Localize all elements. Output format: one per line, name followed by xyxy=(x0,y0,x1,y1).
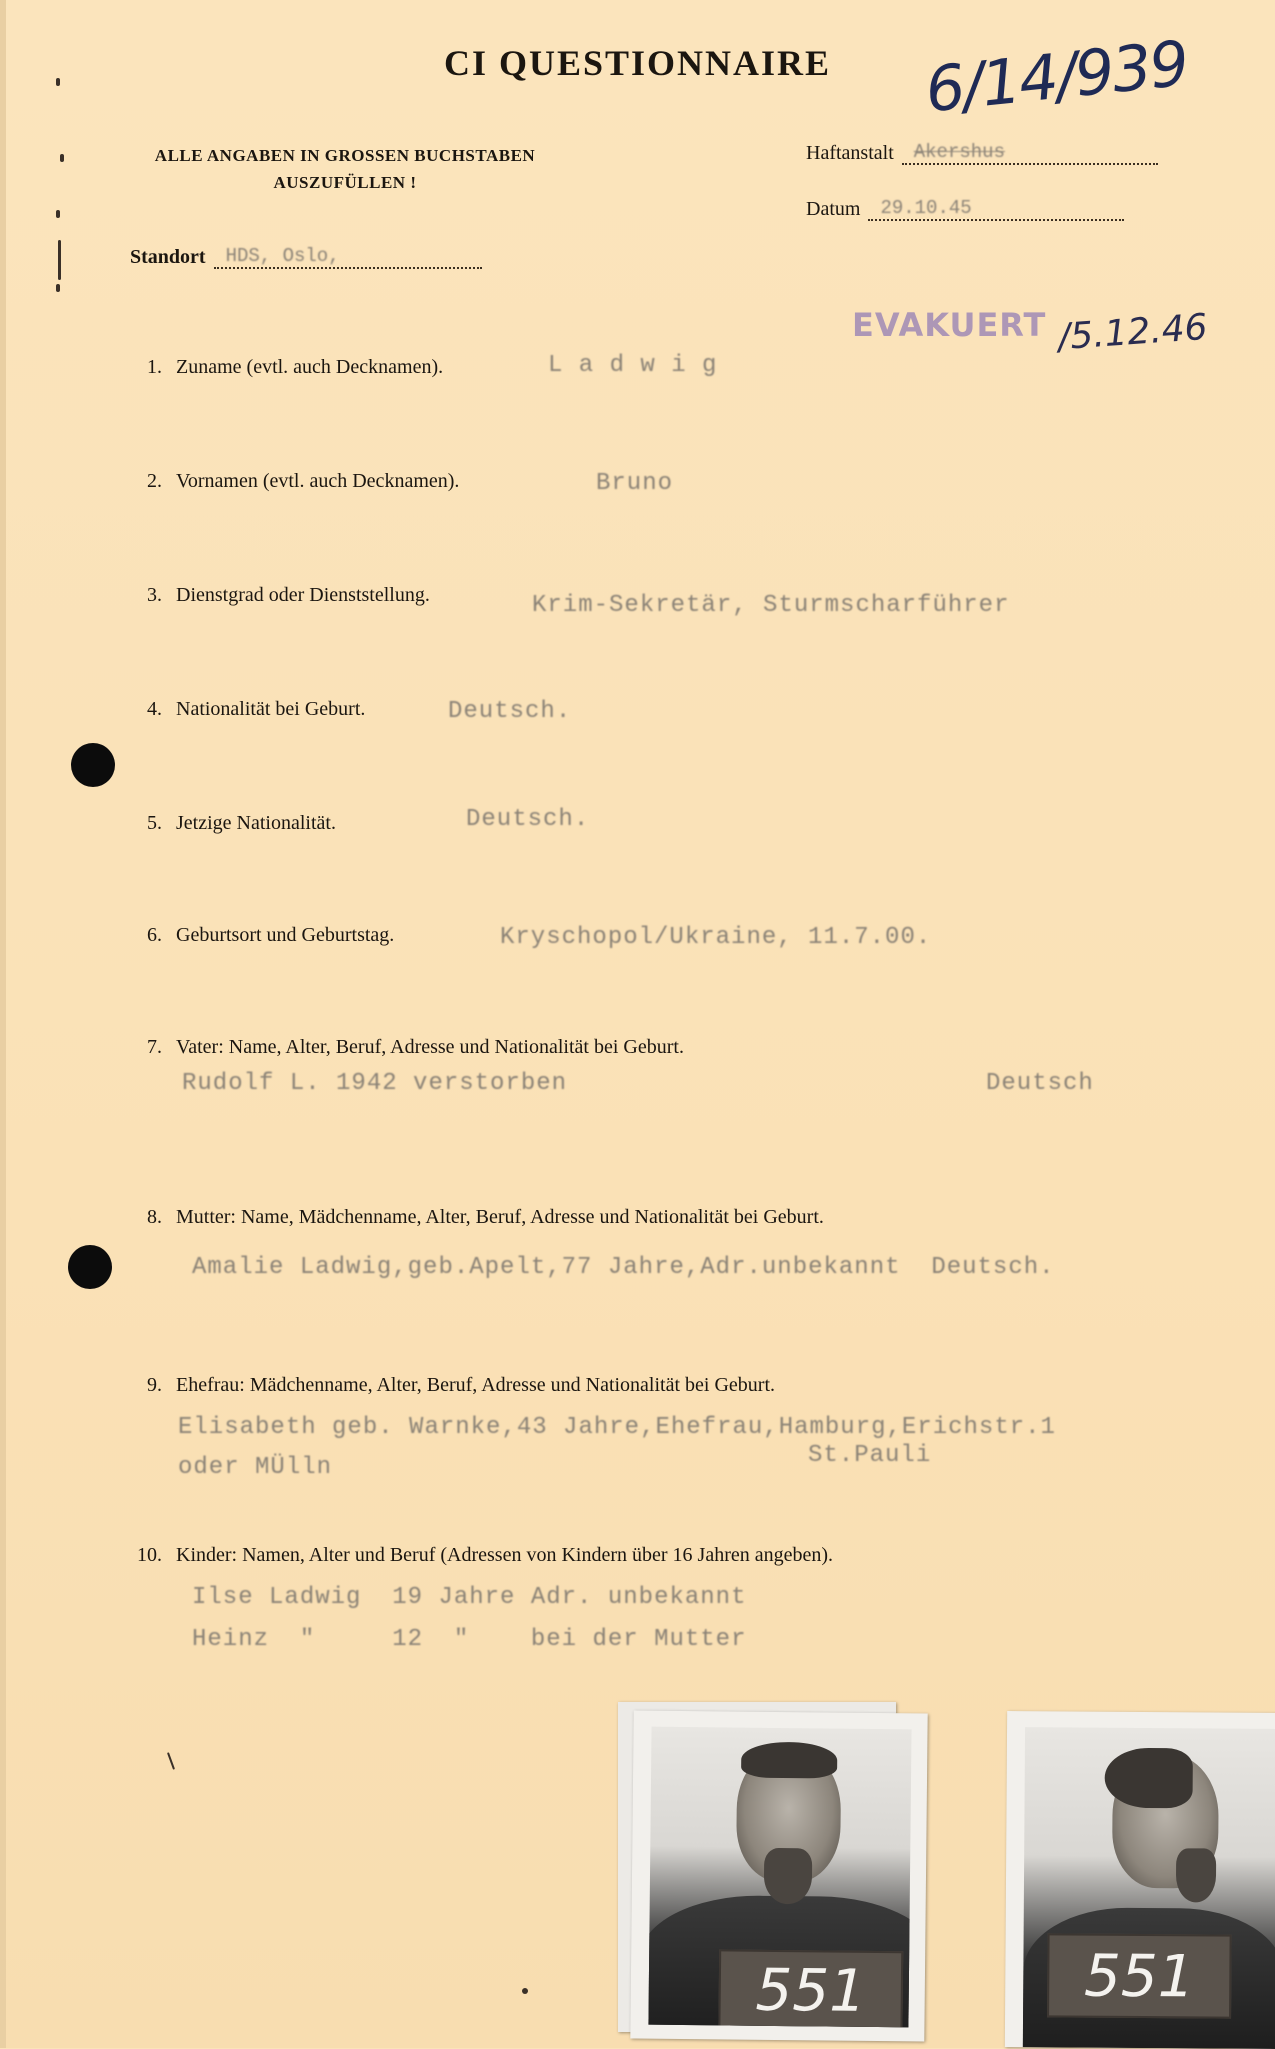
datum-field xyxy=(806,198,1124,221)
question-number: 4. xyxy=(147,698,162,720)
question-label: Kinder: Namen, Alter und Beruf (Adressen von Kindern über 16 Jahren angeben). xyxy=(176,1544,834,1566)
question-5 xyxy=(118,812,336,835)
datum-value: 29.10.45 xyxy=(880,197,972,219)
answer-6: Kryschopol/Ukraine, 11.7.00. xyxy=(500,924,932,951)
mugshot-profile-photo xyxy=(1005,1711,1275,2049)
standort-field xyxy=(130,246,482,269)
paper-speck xyxy=(522,1988,528,1994)
question-label: Vornamen (evtl. auch Decknamen). xyxy=(176,470,460,492)
question-number: 7. xyxy=(147,1036,162,1058)
instruction-text xyxy=(110,142,580,196)
question-8 xyxy=(118,1206,824,1229)
punch-hole xyxy=(71,743,115,787)
number-board: 551 xyxy=(1047,1933,1232,2018)
paper-edge xyxy=(0,0,6,2048)
mugshot-profile-image xyxy=(1023,1727,1275,2049)
paper-speck xyxy=(56,210,60,218)
question-2 xyxy=(118,470,459,493)
stamp-handwritten-date: /5.12.46 xyxy=(1056,306,1209,359)
question-number: 9. xyxy=(147,1374,162,1396)
question-number: 8. xyxy=(147,1206,162,1228)
answer-7-nationality: Deutsch xyxy=(986,1070,1094,1097)
question-label: Dienstgrad oder Dienststellung. xyxy=(176,584,430,606)
datum-line xyxy=(868,197,1124,221)
haftanstalt-field xyxy=(806,142,1158,165)
number-board: 551 xyxy=(718,1949,903,2027)
question-3 xyxy=(118,584,430,607)
answer-10-line2: Heinz " 12 " bei der Mutter xyxy=(192,1626,747,1653)
datum-label: Datum xyxy=(806,198,861,220)
page-title: CI QUESTIONNAIRE xyxy=(443,43,832,83)
mugshot-front-photo xyxy=(630,1710,927,2041)
instruction-line: ALLE ANGABEN IN GROSSEN BUCHSTABEN xyxy=(154,146,536,165)
question-10 xyxy=(118,1544,833,1567)
question-number: 2. xyxy=(147,470,162,492)
question-label: Nationalität bei Geburt. xyxy=(176,698,366,720)
question-9 xyxy=(118,1374,775,1397)
mugshot-front-image xyxy=(648,1727,911,2028)
standort-label: Standort xyxy=(130,246,206,268)
handwritten-number: 6/14/939 xyxy=(921,26,1191,127)
answer-2: Bruno xyxy=(596,470,674,497)
question-label: Mutter: Name, Mädchenname, Alter, Beruf, Adresse und Nationalität bei Geburt. xyxy=(176,1206,824,1228)
paper-speck xyxy=(60,154,64,162)
hair-shape xyxy=(1105,1748,1193,1809)
question-label: Ehefrau: Mädchenname, Alter, Beruf, Adresse und Nationalität bei Geburt. xyxy=(176,1374,776,1396)
haftanstalt-value: Akershus xyxy=(913,141,1005,163)
haftanstalt-label: Haftanstalt xyxy=(806,142,894,164)
answer-9-line2: oder MÜlln xyxy=(178,1454,333,1481)
standort-value: HDS, Oslo, xyxy=(225,245,340,267)
evakuert-stamp: EVAKUERT xyxy=(852,306,1047,344)
paper-speck xyxy=(58,240,61,280)
question-6 xyxy=(118,924,394,947)
question-number: 5. xyxy=(147,812,162,834)
haftanstalt-line xyxy=(902,141,1158,165)
answer-5: Deutsch. xyxy=(466,806,590,833)
paper-speck xyxy=(167,1752,175,1770)
question-number: 6. xyxy=(147,924,162,946)
hair-shape xyxy=(741,1742,837,1779)
question-number: 10. xyxy=(137,1544,162,1566)
answer-9-line2-right: St.Pauli xyxy=(808,1442,932,1469)
punch-hole xyxy=(68,1245,112,1289)
beard-shape xyxy=(1176,1848,1216,1902)
question-4 xyxy=(118,698,365,721)
question-label: Jetzige Nationalität. xyxy=(176,812,336,834)
question-7 xyxy=(118,1036,684,1059)
answer-10: Ilse Ladwig 19 Jahre Adr. unbekannt xyxy=(192,1584,747,1611)
question-label: Geburtsort und Geburtstag. xyxy=(176,924,395,946)
paper-speck xyxy=(56,284,60,292)
instruction-line: AUSZUFÜLLEN ! xyxy=(273,173,417,192)
answer-8: Amalie Ladwig,geb.Apelt,77 Jahre,Adr.unbekannt Deutsch. xyxy=(192,1254,1055,1281)
question-1 xyxy=(118,356,443,379)
question-label: Vater: Name, Alter, Beruf, Adresse und Nationalität bei Geburt. xyxy=(176,1036,684,1058)
answer-4: Deutsch. xyxy=(448,698,572,725)
answer-7: Rudolf L. 1942 verstorben xyxy=(182,1070,568,1097)
question-number: 3. xyxy=(147,584,162,606)
answer-3: Krim-Sekretär, Sturmscharführer xyxy=(532,592,1010,619)
answer-1: L a d w i g xyxy=(548,352,718,379)
answer-9: Elisabeth geb. Warnke,43 Jahre,Ehefrau,Hamburg,Erichstr.1 xyxy=(178,1414,1056,1441)
standort-line xyxy=(214,245,482,269)
question-label: Zuname (evtl. auch Decknamen). xyxy=(176,356,444,378)
question-number: 1. xyxy=(147,356,162,378)
